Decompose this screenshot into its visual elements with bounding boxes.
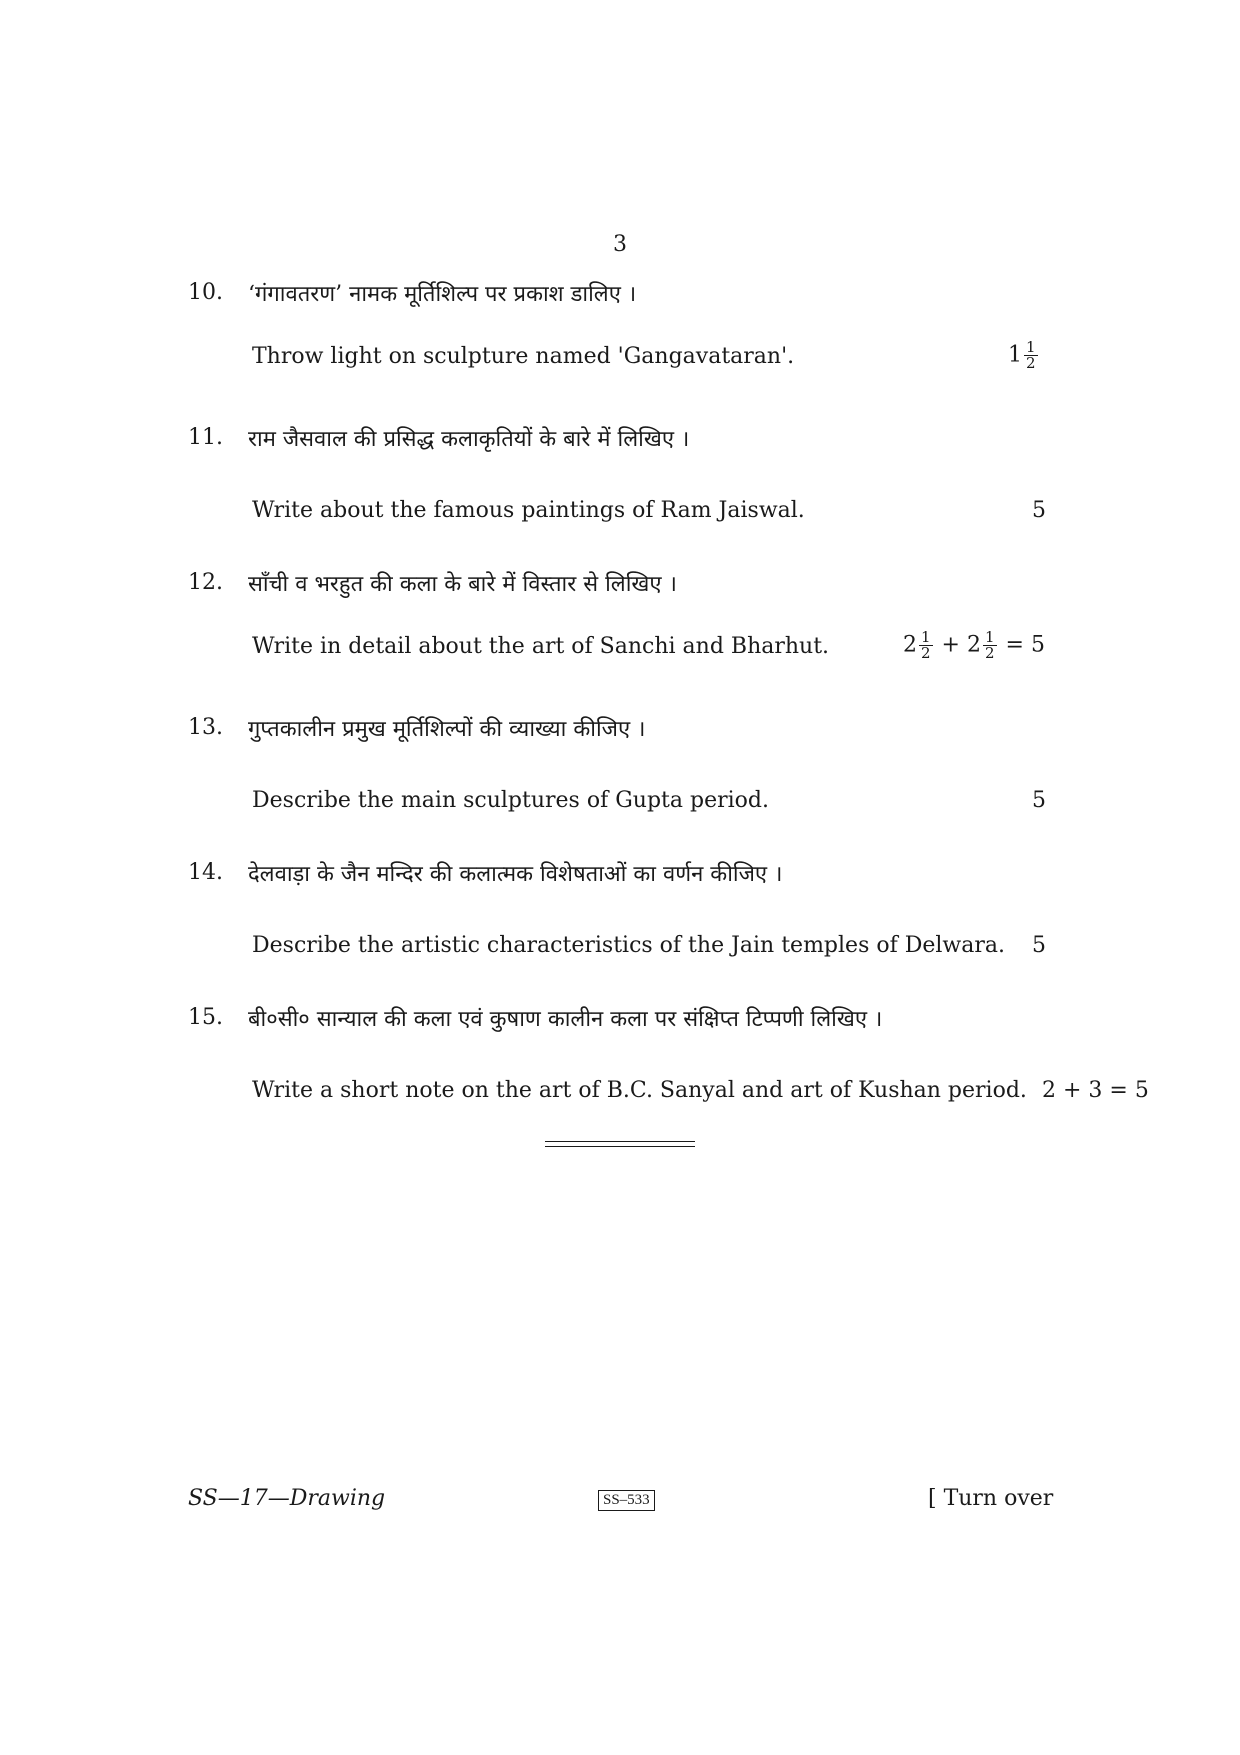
fraction-denominator: 2 [1026,354,1036,372]
question-english: Describe the main sculptures of Gupta period. [252,788,769,813]
question-number: 12. [188,570,223,595]
question-number: 10. [188,280,223,305]
question-english: Throw light on sculpture named 'Gangavataran'. [252,344,795,369]
marks-fraction [1024,340,1038,371]
marks-whole: 2 [903,632,917,658]
marks-whole: 1 [1008,342,1022,368]
question-hindi: राम जैसवाल की प्रसिद्ध कलाकृतियों के बारे में लिखिए । [248,427,690,452]
marks-plus: + [941,632,960,658]
question-marks [903,630,1045,661]
footer-code: SS–533 [598,1490,655,1511]
footer-turn-over: [ Turn over [928,1486,1054,1511]
question-hindi: गुप्तकालीन प्रमुख मूर्तिशिल्पों की व्याख्या कीजिए । [248,717,646,742]
question-marks [1008,340,1040,371]
question-marks: 2 + 3 = 5 [1042,1078,1149,1103]
question-english: Write in detail about the art of Sanchi and Bharhut. [252,634,830,659]
end-rule [545,1141,695,1142]
fraction-denominator: 2 [984,644,995,662]
question-hindi: साँची व भरहुत की कला के बारे में विस्तार से लिखिए । [248,572,677,597]
marks-whole: 2 [966,632,981,658]
question-number: 15. [188,1005,223,1030]
fraction-numerator: 1 [1026,338,1036,356]
question-marks: 5 [1032,933,1046,958]
footer-subject: SS—17—Drawing [188,1486,386,1511]
question-english: Write a short note on the art of B.C. Sanyal and art of Kushan period. [252,1078,1027,1103]
marks-fraction [919,630,933,661]
question-hindi: देलवाड़ा के जैन मन्दिर की कलात्मक विशेषताओं का वर्णन कीजिए । [248,862,783,887]
marks-fraction [983,630,997,661]
end-rule [545,1146,695,1147]
question-english: Describe the artistic characteristics of the Jain temples of Delwara. [252,933,1006,958]
marks-total: = 5 [1005,632,1045,658]
fraction-denominator: 2 [921,644,931,662]
fraction-numerator: 1 [984,628,995,646]
question-marks: 5 [1032,498,1046,523]
fraction-numerator: 1 [921,628,931,646]
question-number: 13. [188,715,223,740]
question-hindi: ‘गंगावतरण’ नामक मूर्तिशिल्प पर प्रकाश डालिए । [248,282,637,307]
question-english: Write about the famous paintings of Ram Jaiswal. [252,498,805,523]
question-number: 11. [188,425,223,450]
page-number: 3 [613,232,627,257]
question-marks: 5 [1032,788,1046,813]
question-number: 14. [188,860,223,885]
question-hindi: बी०सी० सान्याल की कला एवं कुषाण कालीन कला पर संक्षिप्त टिप्पणी लिखिए । [248,1007,883,1032]
